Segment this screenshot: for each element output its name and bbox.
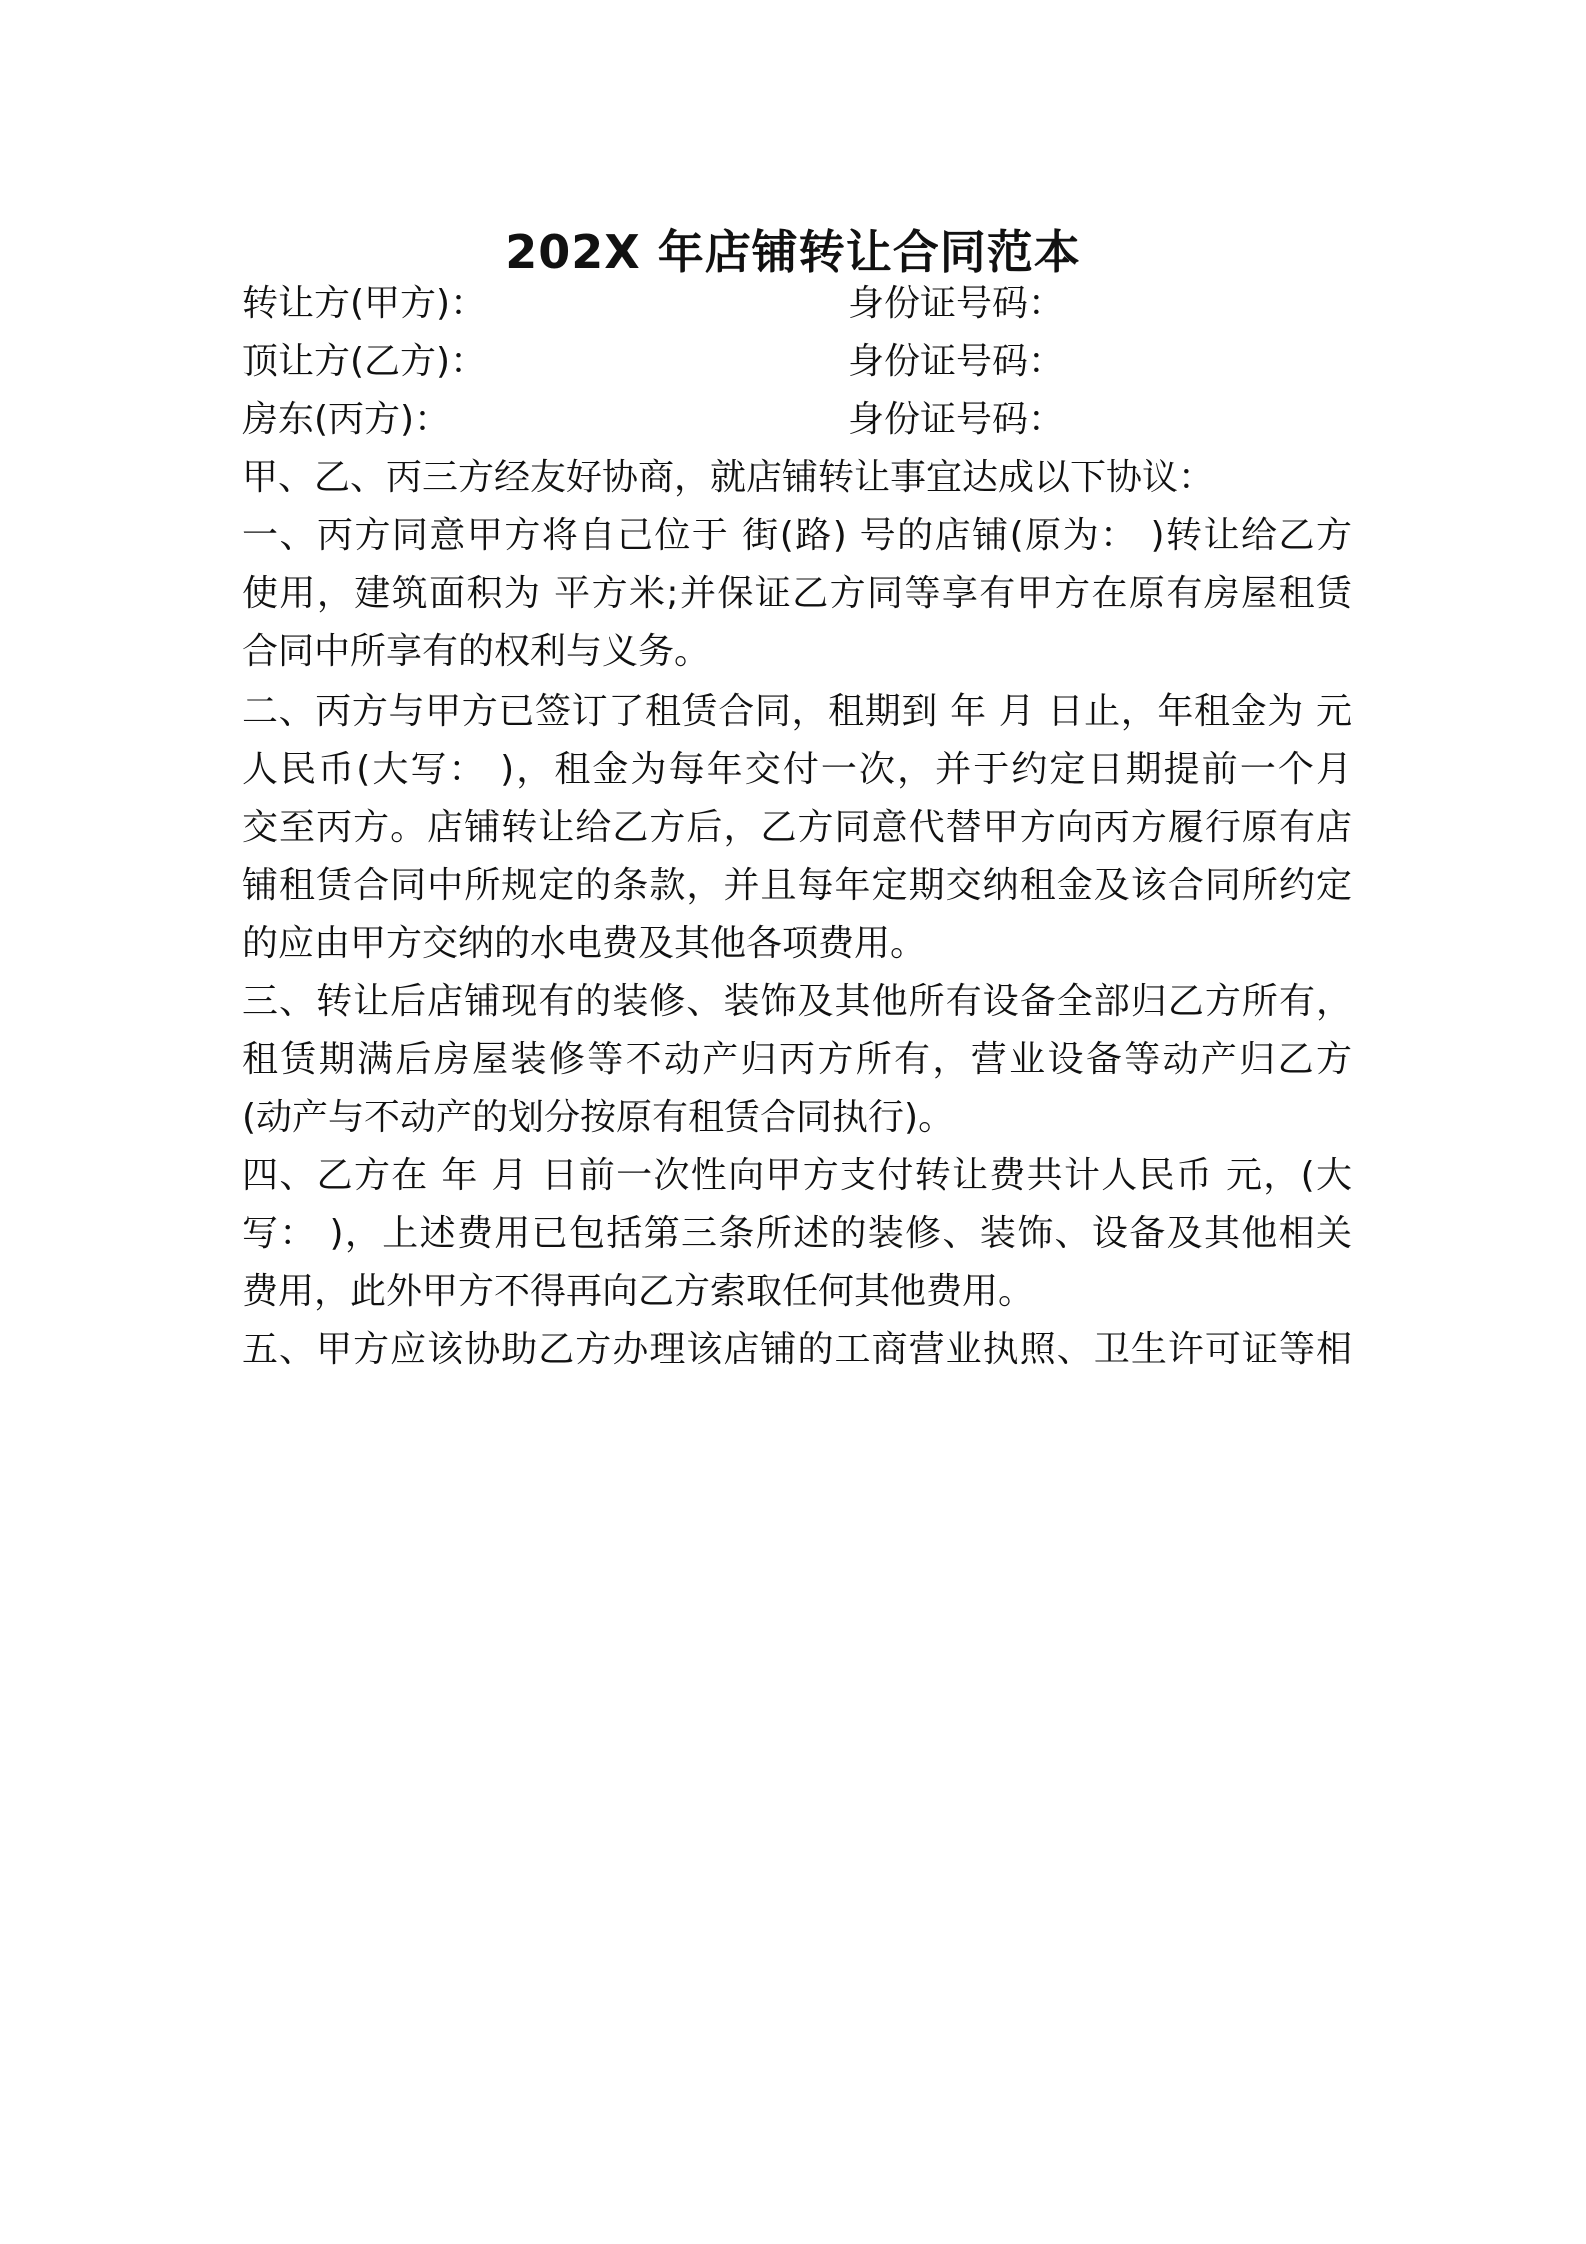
clause-4-line-3: 费用，此外甲方不得再向乙方索取任何其他费用。 bbox=[242, 1271, 1035, 1312]
clause-3-line-1: 三、转让后店铺现有的装修、装饰及其他所有设备全部归乙方所有， bbox=[242, 981, 1352, 1022]
clause-1-line-3: 合同中所享有的权利与义务。 bbox=[242, 631, 711, 672]
clause-4-line-2: 写： )，上述费用已包括第三条所述的装修、装饰、设备及其他相关 bbox=[242, 1213, 1352, 1254]
transferor-label: 转让方(甲方)： bbox=[242, 283, 487, 324]
party-row-landlord bbox=[242, 390, 1352, 450]
landlord-id-label: 身份证号码： bbox=[848, 399, 1065, 440]
clause-2-line-3: 交至丙方。店铺转让给乙方后，乙方同意代替甲方向丙方履行原有店 bbox=[242, 807, 1352, 848]
landlord-label: 房东(丙方)： bbox=[242, 399, 451, 440]
clause-2-line-4: 铺租赁合同中所规定的条款，并且每年定期交纳租金及该合同所约定 bbox=[242, 865, 1352, 906]
agreement-intro: 甲、乙、丙三方经友好协商，就店铺转让事宜达成以下协议： bbox=[242, 457, 1215, 498]
clause-5-line-1: 五、甲方应该协助乙方办理该店铺的工商营业执照、卫生许可证等相 bbox=[242, 1329, 1352, 1370]
party-row-transferee bbox=[242, 332, 1352, 392]
party-row-transferor bbox=[242, 274, 1352, 334]
document-title: 202X 年店铺转让合同范本 bbox=[505, 225, 1081, 279]
clause-3-line-3: (动产与不动产的划分按原有租赁合同执行)。 bbox=[242, 1097, 955, 1138]
clause-3-line-2: 租赁期满后房屋装修等不动产归丙方所有，营业设备等动产归乙方 bbox=[242, 1039, 1352, 1080]
transferor-id-label: 身份证号码： bbox=[848, 283, 1065, 324]
clause-1-line-2: 使用，建筑面积为 平方米;并保证乙方同等享有甲方在原有房屋租赁 bbox=[242, 573, 1352, 614]
transferee-id-label: 身份证号码： bbox=[848, 341, 1065, 382]
clause-2-line-1: 二、丙方与甲方已签订了租赁合同，租期到 年 月 日止，年租金为 元 bbox=[242, 691, 1352, 732]
clause-4-line-1: 四、乙方在 年 月 日前一次性向甲方支付转让费共计人民币 元，(大 bbox=[242, 1155, 1352, 1196]
clause-2-line-2: 人民币(大写： )，租金为每年交付一次，并于约定日期提前一个月 bbox=[242, 749, 1352, 790]
transferee-label: 顶让方(乙方)： bbox=[242, 341, 487, 382]
clause-2-line-5: 的应由甲方交纳的水电费及其他各项费用。 bbox=[242, 923, 927, 964]
clause-1-line-1: 一、丙方同意甲方将自己位于 街(路) 号的店铺(原为： )转让给乙方 bbox=[242, 515, 1352, 556]
